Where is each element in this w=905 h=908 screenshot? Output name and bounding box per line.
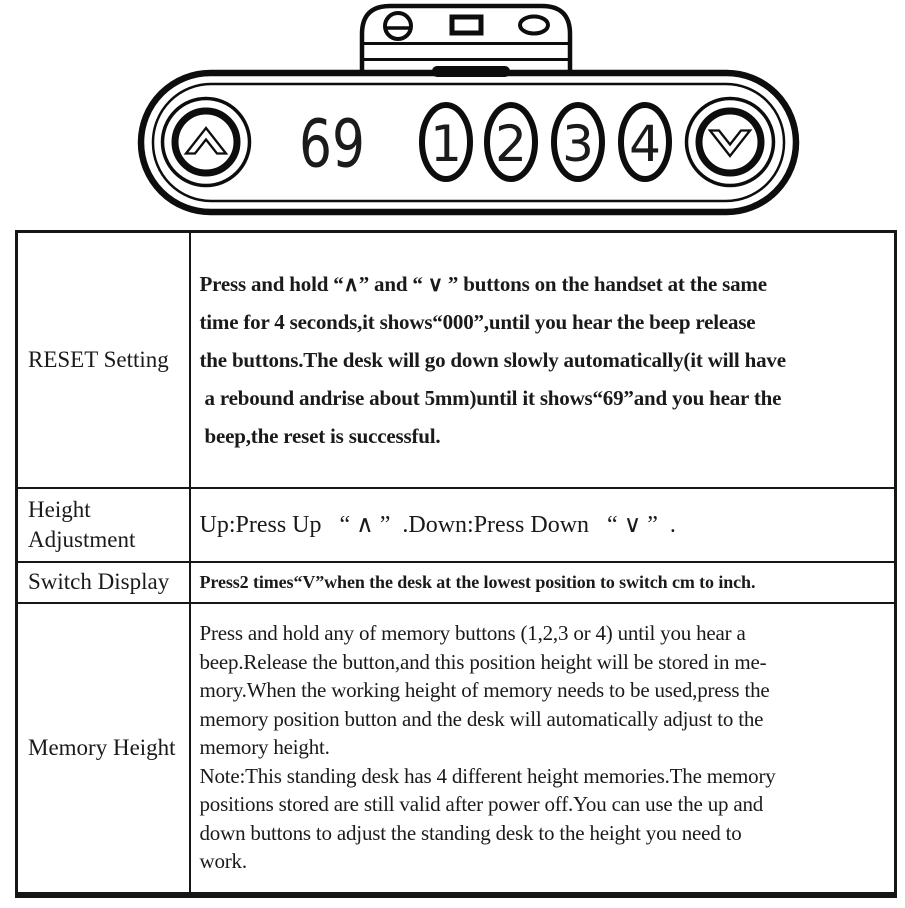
screw-icon <box>385 13 411 39</box>
text-line: time for 4 seconds,it shows“000”,until you hear the beep release <box>199 309 756 334</box>
text-line: beep.Release the button,and this position height will be stored in me- <box>199 649 767 674</box>
text-line: work. <box>199 849 247 874</box>
text-line: a rebound andrise about 5mm)until it shows“69”and you hear the <box>199 385 782 410</box>
memory-button-1 <box>422 105 470 179</box>
memory-button-4-label: 4 <box>629 115 661 173</box>
row-content <box>190 488 896 562</box>
row-content <box>190 232 896 488</box>
height-adjustment-instructions <box>200 510 894 540</box>
text-line: Press2 times“V”when the desk at the lowest position to switch cm to inch. <box>199 572 756 592</box>
table-row-reset-setting <box>17 232 896 488</box>
height-display: 69 <box>299 105 365 183</box>
down-button <box>687 99 774 186</box>
handset-drawing <box>0 0 905 230</box>
text-line: the buttons.The desk will go down slowly automatically(it will have <box>199 347 786 372</box>
memory-button-3-label: 3 <box>562 115 594 173</box>
memory-button-4 <box>621 105 669 179</box>
connector-port-icon <box>452 17 481 33</box>
memory-button-3 <box>554 105 602 179</box>
connector-oval-icon <box>520 17 548 34</box>
text-line: Up:Press Up “ ∧ ” .Down:Press Down “ ∨ ” . <box>199 511 676 538</box>
row-content <box>190 562 896 603</box>
row-content <box>190 603 896 895</box>
memory-button-2 <box>487 105 535 179</box>
text-line: mory.When the working height of memory needs to be used,press the <box>199 678 770 703</box>
memory-button-2-label: 2 <box>495 115 527 173</box>
instruction-table <box>15 230 897 898</box>
reset-instructions <box>200 265 894 455</box>
table-row-memory-height <box>17 603 896 895</box>
text-line: Press and hold any of memory buttons (1,2,3 or 4) until you hear a <box>199 621 746 646</box>
row-label: Height Adjustment <box>17 488 190 562</box>
row-label: Memory Height <box>17 603 190 895</box>
handset-connector <box>362 6 570 76</box>
text-line: memory height. <box>199 735 330 760</box>
row-label: Switch Display <box>17 562 190 603</box>
memory-height-instructions <box>200 619 894 876</box>
text-line: beep,the reset is successful. <box>199 423 441 448</box>
memory-button-1-label: 1 <box>430 115 462 173</box>
text-line: positions stored are still valid after power off.You can use the up and <box>199 792 764 817</box>
handset-illustration <box>0 0 905 230</box>
row-label: RESET Setting <box>17 232 190 488</box>
table-row-height-adjustment <box>17 488 896 562</box>
text-line: Press and hold “∧” and “ ∨ ” buttons on the handset at the same <box>199 271 767 296</box>
up-button <box>163 99 250 186</box>
text-line: memory position button and the desk will automatically adjust to the <box>199 706 764 731</box>
switch-display-instructions <box>200 571 894 593</box>
text-line: down buttons to adjust the standing desk to the height you need to <box>199 820 742 845</box>
table-row-switch-display <box>17 562 896 603</box>
connector-notch <box>432 66 510 77</box>
text-line: Note:This standing desk has 4 different height memories.The memory <box>199 763 776 788</box>
